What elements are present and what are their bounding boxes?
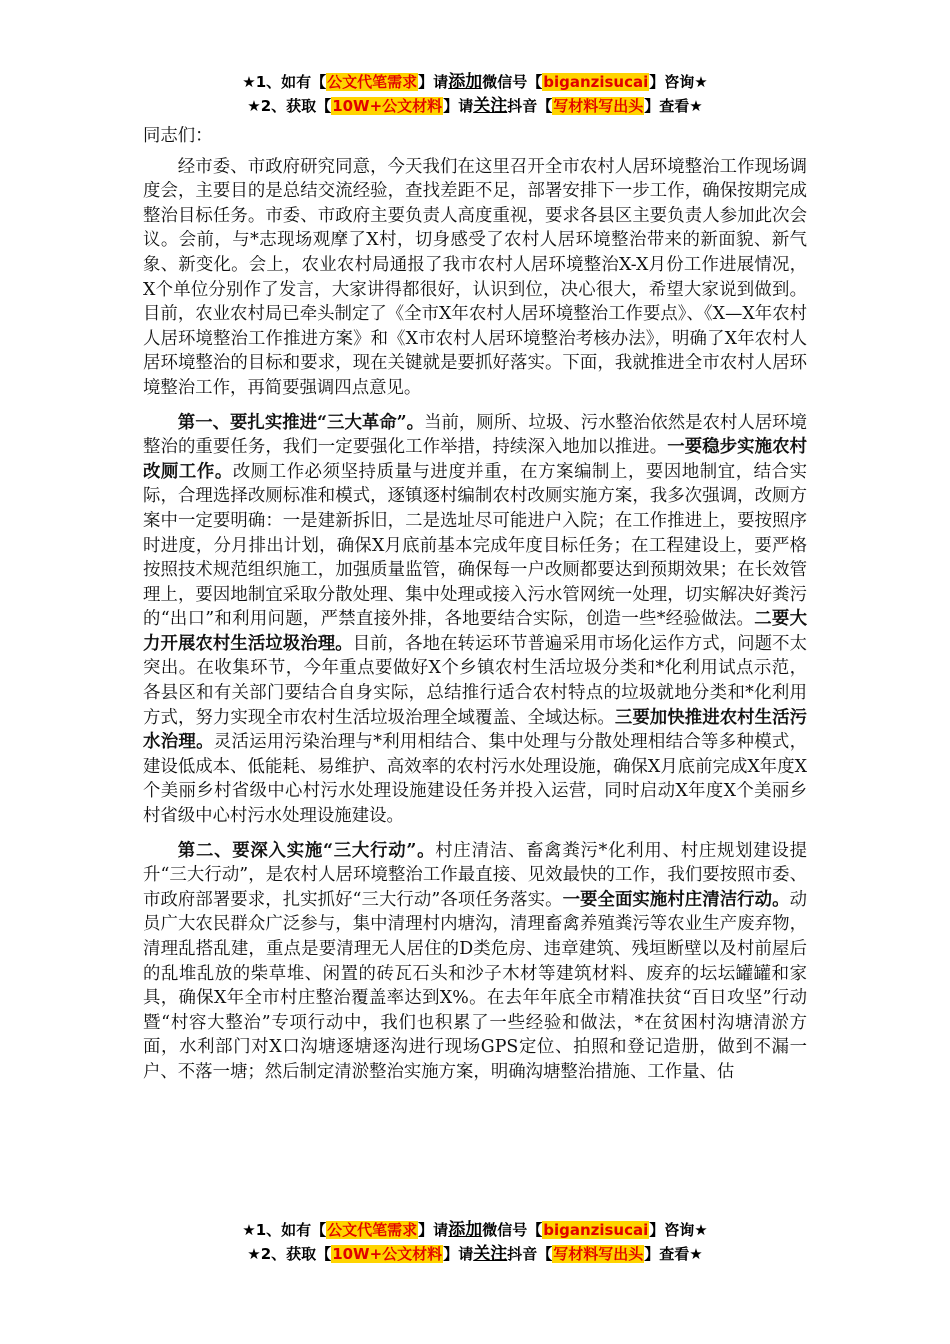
promo-2-prefix: ★2、获取【 (247, 97, 332, 115)
promo-1-mid: 】请 (418, 73, 449, 91)
promo-2-mid: 】请 (443, 97, 474, 115)
promo-1-emphasis: 添加 (448, 1220, 483, 1240)
promo-2-highlight-2: 写材料写出头 (553, 97, 644, 115)
section-2-text-1: 村庄清洁、畜禽粪污*化利用、村庄规划建设提升“三大行动”，是农村人居环境整治工作最直接、见效最快的工作，我们要按照市委、市政府部署要求，扎实抓好“三大行动”各项任务落实。 (143, 840, 807, 910)
section-2-sub-1: 一要全面实施村庄清洁行动。 (562, 889, 790, 910)
promo-1-mid2: 微信号【 (482, 1221, 543, 1239)
promo-2-emphasis: 关注 (473, 1244, 508, 1264)
promo-2-suffix: 】查看★ (644, 97, 703, 115)
promo-line-1 (0, 70, 950, 94)
salutation: 同志们： (143, 126, 213, 146)
promo-1-mid2: 微信号【 (482, 73, 543, 91)
promo-line-2 (0, 1242, 950, 1266)
paragraph-section-1 (143, 411, 807, 829)
paragraph-intro: 经市委、市政府研究同意，今天我们在这里召开全市农村人居环境整治工作现场调度会，主要目的是总结交流经验，查找差距不足，部署安排下一步工作，确保按期完成整治目标任务。市委、市政府主要负责人高度重视，要求各县区主要负责人参加此次会议。会前，与*志现场观摩了X村，切身感受了农村人居环境整治带来的新面貌、新气象、新变化。会上，农业农村局通报了我市农村人居环境整治X-X月份工作进展情况，X个单位分别作了发言，大家讲得都很好，认识到位，决心很大，希望大家说到做到。目前，农业农村局已牵头制定了《全市X年农村人居环境整治工作要点》、《X—X年农村人居环境整治工作推进方案》和《X市农村人居环境整治考核办法》，明确了X年农村人居环境整治的目标和要求，现在关键就是要抓好落实。下面，我就推进全市农村人居环境整治工作，再简要强调四点意见。 (143, 156, 807, 398)
promo-line-2 (0, 94, 950, 118)
promo-1-prefix: ★1、如有【 (242, 73, 327, 91)
promo-line-1 (0, 1218, 950, 1242)
paragraph-section-2 (143, 839, 807, 1085)
promo-2-highlight: 10W+公文材料 (332, 1245, 443, 1263)
promo-1-suffix: 】咨询★ (649, 73, 708, 91)
section-2-heading: 第二、要深入实施“三大行动”。 (177, 840, 436, 861)
promo-1-wechat-id: biganzisucai (543, 73, 649, 91)
promo-2-highlight: 10W+公文材料 (332, 97, 443, 115)
bottom-promo-banner (0, 1218, 950, 1266)
section-1-heading: 第一、要扎实推进“三大革命”。 (177, 412, 425, 433)
promo-1-highlight: 公文代笔需求 (327, 73, 418, 91)
document-body (143, 124, 807, 1085)
top-promo-banner (0, 70, 950, 118)
promo-2-suffix: 】查看★ (644, 1245, 703, 1263)
section-2-text-2: 动员广大农民群众广泛参与，集中清理村内塘沟，清理畜禽养殖粪污等农业生产废弃物，清理乱搭乱建，重点是要清理无人居住的D类危房、违章建筑、残垣断壁以及村前屋后的乱堆乱放的柴草堆、闲置的砖瓦石头和沙子木材等建筑材料、废弃的坛坛罐罐和家具，确保X年全市村庄整治覆盖率达到X%。在去年年底全市精准扶贫“百日攻坚”行动暨“村容大整治”专项行动中，我们也积累了一些经验和做法，*在贫困村沟塘清淤方面，水利部门对X口沟塘逐塘逐沟进行现场GPS定位、拍照和登记造册，做到不漏一户、不落一塘；然后制定清淤整治实施方案，明确沟塘整治措施、工作量、估 (143, 889, 807, 1082)
promo-1-suffix: 】咨询★ (649, 1221, 708, 1239)
section-1-text-1: 当前，厕所、垃圾、污水整治依然是农村人居环境整治的重要任务，我们一定要强化工作举措，持续深入地加以推进。 (143, 412, 807, 458)
promo-2-mid: 】请 (443, 1245, 474, 1263)
promo-1-prefix: ★1、如有【 (242, 1221, 327, 1239)
section-1-sub-2: 二要大力开展农村生活垃圾治理。 (143, 609, 807, 654)
promo-2-mid2: 抖音【 (507, 1245, 553, 1263)
promo-2-mid2: 抖音【 (507, 97, 553, 115)
promo-1-highlight: 公文代笔需求 (327, 1221, 418, 1239)
promo-1-mid: 】请 (418, 1221, 449, 1239)
section-1-text-3: 目前，各地在转运环节普遍采用市场化运作方式，问题不太突出。在收集环节，今年重点要做好X个乡镇农村生活垃圾分类和*化利用试点示范，各县区和有关部门要结合自身实际，总结推行适合农村特点的垃圾就地分类和*化利用方式，努力实现全市农村生活垃圾治理全域覆盖、全域达标。 (143, 633, 807, 728)
promo-2-emphasis: 关注 (473, 96, 508, 116)
promo-2-highlight-2: 写材料写出头 (553, 1245, 644, 1263)
section-1-text-2: 改厕工作必须坚持质量与进度并重，在方案编制上，要因地制宜，结合实际，合理选择改厕标准和模式，逐镇逐村编制农村改厕实施方案，我多次强调，改厕方案中一定要明确：一是建新拆旧，二是选址尽可能进户入院；在工作推进上，要按照序时进度，分月排出计划，确保X月底前基本完成年度目标任务；在工程建设上，要严格按照技术规范组织施工，加强质量监管，确保每一户改厕都要达到预期效果；在长效管理上，要因地制宜采取分散处理、集中处理或接入污水管网统一处理，切实解决好粪污的“出口”和利用问题，严禁直接外排，各地要结合实际，创造一些*经验做法。 (143, 461, 807, 630)
section-1-text-4: 灵活运用污染治理与*利用相结合、集中处理与分散处理相结合等多种模式，建设低成本、低能耗、易维护、高效率的农村污水处理设施，确保X月底前完成X年度X个美丽乡村省级中心村污水处理设施建设任务并投入运营，同时启动X年度X个美丽乡村省级中心村污水处理设施建设。 (143, 732, 807, 827)
section-1-sub-1: 一要稳步实施农村改厕工作。 (143, 437, 807, 482)
promo-2-prefix: ★2、获取【 (247, 1245, 332, 1263)
promo-1-wechat-id: biganzisucai (543, 1221, 649, 1239)
section-1-sub-3: 三要加快推进农村生活污水治理。 (143, 707, 807, 753)
promo-1-emphasis: 添加 (448, 72, 483, 92)
